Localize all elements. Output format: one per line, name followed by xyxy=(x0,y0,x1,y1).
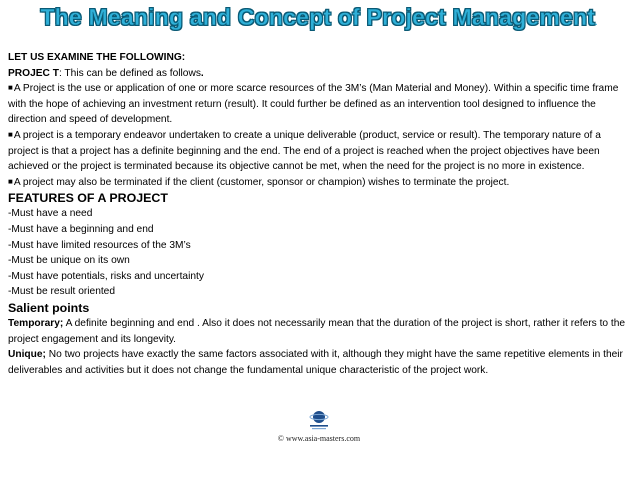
feature-item: -Must have potentials, risks and uncertainty xyxy=(8,270,204,282)
slide-title-suffix: . xyxy=(595,18,598,27)
temporary-paragraph xyxy=(8,316,632,347)
bullet-text-3: A project may also be terminated if the client (customer, sponsor or champion) wishes to terminate the project. xyxy=(13,176,510,188)
square-bullet-icon: ■ xyxy=(8,129,13,139)
features-heading: FEATURES OF A PROJECT xyxy=(8,191,168,206)
square-bullet-icon: ■ xyxy=(8,176,13,186)
bullet-text-2: A project is a temporary endeavor undertaken to create a unique deliverable (product, service or result). The temporary nature of a project is that a project has a definite beginning and the end. The end of a project is reached when the project objectives have been achieved or the project is terminated because its objective cannot be met, when the need for the project is no more in existence. xyxy=(8,129,601,173)
asia-masters-logo-icon xyxy=(306,408,332,432)
feature-item: -Must have a beginning and end xyxy=(8,223,154,235)
bullet-paragraph-1 xyxy=(8,81,632,128)
project-definition-end: . xyxy=(200,67,204,79)
project-definition-line xyxy=(8,66,632,82)
footer-copyright: © www.asia-masters.com xyxy=(277,434,361,443)
unique-paragraph xyxy=(8,347,632,378)
bullet-paragraph-3 xyxy=(8,175,632,191)
intro-heading: LET US EXAMINE THE FOLLOWING: xyxy=(8,52,186,63)
slide-title xyxy=(0,4,638,31)
slide-title-text: The Meaning and Concept of Project Management xyxy=(40,4,596,30)
salient-heading: Salient points xyxy=(8,300,90,315)
project-definition-text: : This can be defined as follows xyxy=(58,67,201,79)
feature-item: -Must have limited resources of the 3M’s xyxy=(8,239,191,251)
feature-item: -Must have a need xyxy=(8,208,93,220)
bullet-paragraph-2 xyxy=(8,128,632,175)
temporary-text: A definite beginning and end . Also it does not necessarily mean that the duration of the project is short, rather it refers to the project engagement and its longevity. xyxy=(8,317,626,345)
footer xyxy=(249,408,389,443)
unique-text: No two projects have exactly the same factors associated with it, although they might have the same repetitive elements in their deliverables and activities but it does not change the fundamental unique characteristic of the project work. xyxy=(8,349,623,376)
bullet-text-1: A Project is the use or application of one or more scarce resources of the 3M’s (Man Material and Money). Within a specific time frame with the hope of achieving an investment return (result). It could further be defined as an intervention tool designed to influence the direction and speed of development. xyxy=(8,83,619,126)
unique-label: Unique; xyxy=(8,349,46,361)
temporary-label: Temporary; xyxy=(8,317,64,329)
square-bullet-icon: ■ xyxy=(8,83,13,93)
feature-item: -Must be result oriented xyxy=(8,286,116,298)
project-definition-label: PROJEC T xyxy=(8,67,59,79)
feature-item: -Must be unique on its own xyxy=(8,255,130,267)
slide-body xyxy=(8,50,632,378)
